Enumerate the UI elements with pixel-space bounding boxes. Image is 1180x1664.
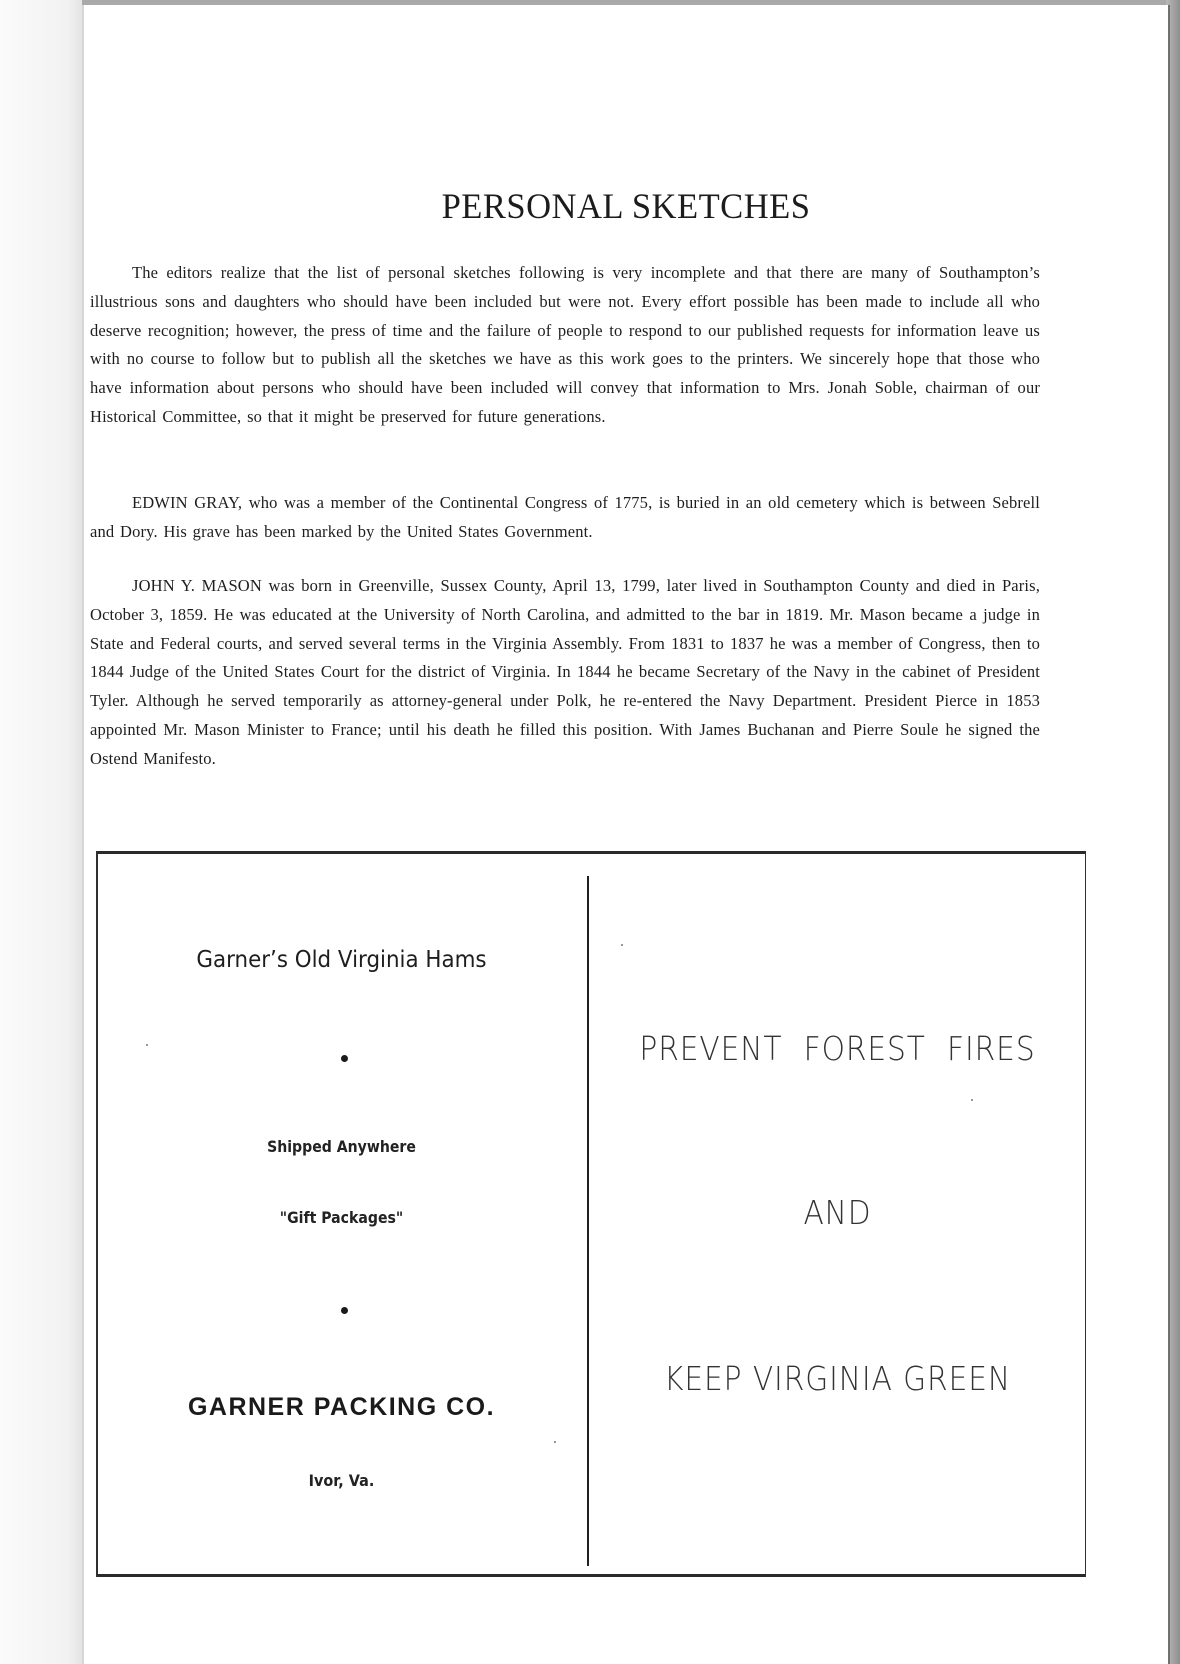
bullet-dot-icon [341,1055,348,1062]
slogan-line-1: PREVENT FOREST FIRES [639,1029,1036,1068]
ad-gift-line: "Gift Packages" [279,1208,404,1227]
ad-location: Ivor, Va. [308,1471,375,1490]
ad-headline: Garner’s Old Virginia Hams [196,947,487,973]
ad-company-name: GARNER PACKING CO. [187,1393,496,1421]
sketch-edwin-gray: EDWIN GRAY, who was a member of the Continental Congress of 1775, is buried in an old cemetery which is between Sebrell and Dory. His grave has been marked by the United States Government. [90,493,1040,541]
scan-speck [971,1099,973,1101]
garner-hams-ad [96,851,587,1577]
sketch-john-y-mason: JOHN Y. MASON was born in Greenville, Sussex County, April 13, 1799, later lived in Southampton County and died in Paris, October 3, 1859. He was educated at the University of North Carolina, and admitted to the bar in 1819. Mr. Mason became a judge in State and Federal courts, and served several terms in the Virginia Assembly. From 1831 to 1837 he was a member of Congress, then to 1844 Judge of the United States Court for the district of Virginia. In 1844 he became Secretary of the Navy in the cabinet of President Tyler. Although he served temporarily as attorney-general under Polk, he re-entered the Navy Department. President Pierce in 1853 appointed Mr. Mason Minister to France; until his death he filled this position. With James Buchanan and Pierre Soule he signed the Ostend Manifesto. [90,576,1040,768]
advertisement-box [96,851,1086,1577]
page-title: PERSONAL SKETCHES [441,186,811,226]
slogan-line-2: AND [803,1193,872,1232]
document-page [82,5,1170,1664]
scan-speck [146,1044,148,1046]
scan-left-margin [0,0,84,1664]
slogan-line-3: KEEP VIRGINIA GREEN [663,1359,1012,1398]
bullet-dot-icon [341,1307,348,1314]
forest-fire-ad [589,851,1086,1577]
scan-speck [621,944,623,946]
intro-paragraph: The editors realize that the list of personal sketches following is very incomplete and that there are many of Southampton’s illustrious sons and daughters who should have been included but were not. Every effort possible has been made to include all who deserve recognition; however, the press of time and the failure of people to respond to our published requests for information leave us with no course to follow but to publish all the sketches we have as this work goes to the printers. We sincerely hope that those who have information about persons who should have been included will convey that information to Mrs. Jonah Soble, chairman of our Historical Committee, so that it might be preserved for future generations. [90,263,1040,426]
ad-shipped-line: Shipped Anywhere [267,1137,416,1156]
scan-speck [554,1441,556,1443]
